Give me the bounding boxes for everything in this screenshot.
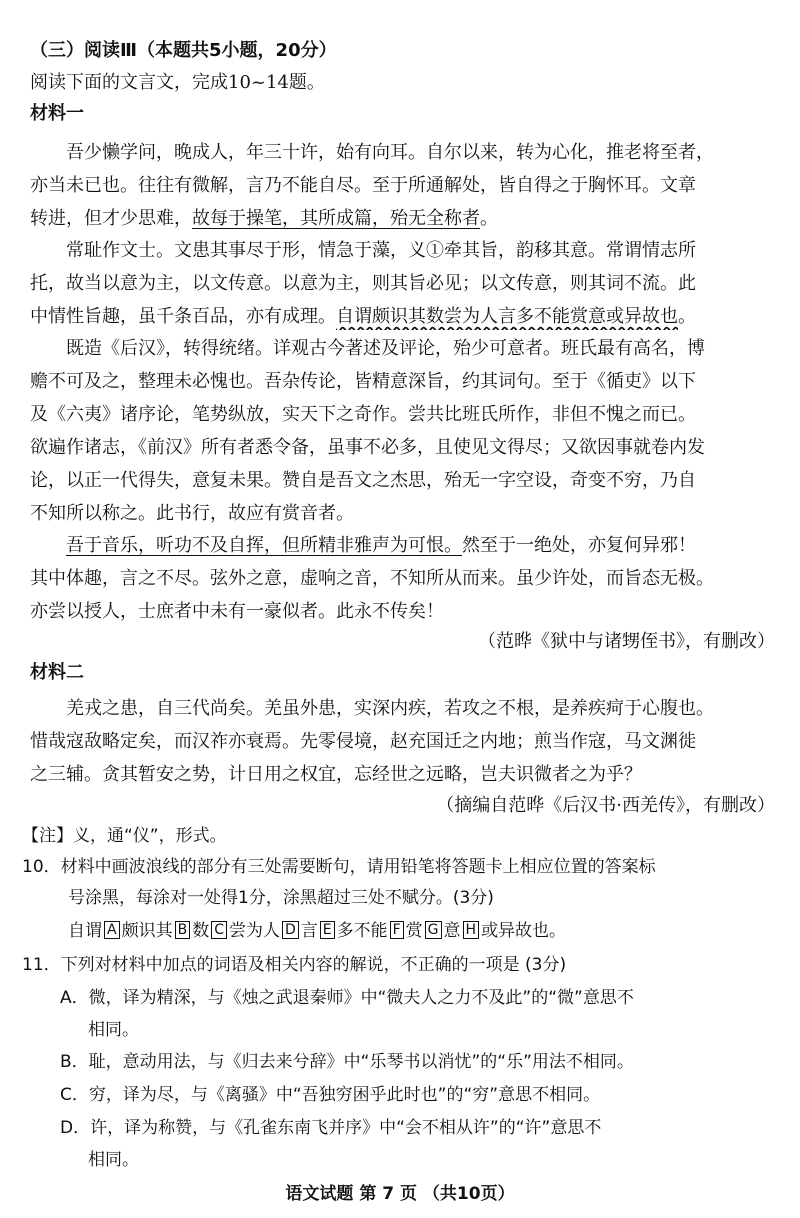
material-two-title: 材料二 (30, 662, 84, 683)
option-box-f[interactable]: F (390, 921, 404, 939)
m1-p1-line3: 转进，但才少思难，故每于操笔，其所成篇，殆无全称者。 (30, 208, 498, 229)
m1-p4-line3: 亦尝以授人，士庶者中未有一豪似者。此永不传矣！ (30, 601, 444, 622)
m1-p3-line3: 及《六夷》诸序论，笔势纵放，实天下之奇作。尝共比班氏所作，非但不愧之而已。 (30, 404, 696, 425)
q11-option-a-line1: A．微，译为精深，与《烛之武退秦师》中“微夫人之力不及此”的“微”意思不 (60, 988, 634, 1008)
material-one-source: （范晔《狱中与诸甥侄书》，有删改） (478, 631, 775, 652)
m1-p1-line1: 吾少懒学问，晚成人，年三十许，始有向耳。自尔以来，转为心化，推老将至者， (66, 142, 714, 163)
material-two-source: （摘编自范晔《后汉书·西羌传》，有删改） (436, 795, 775, 816)
m2-line3: 之三辅。贪其暂安之势，计日用之权宜，忘经世之远略，岂夫识微者之为乎？ (30, 764, 642, 785)
option-box-c[interactable]: C (211, 921, 227, 939)
q11-stem: 11．下列对材料中加点的词语及相关内容的解说，不正确的一项是 (3分) (22, 955, 567, 975)
m1-p2-line2: 托，故当以意为主，以文传意。以意为主，则其旨必见；以文传意，则其词不流。此 (30, 273, 696, 294)
underlined-sentence-1: 故每于操笔，其所成篇，殆无全称者 (192, 208, 480, 229)
m2-line1: 羌戎之患，自三代尚矣。羌虽外患，实深内疾，若攻之不根，是养疾疴于心腹也。 (66, 698, 714, 719)
option-box-h[interactable]: H (463, 921, 480, 939)
q11-option-c: C．穷，译为尽，与《离骚》中“吾独穷困乎此时也”的“穷”意思不相同。 (60, 1085, 601, 1105)
option-box-g[interactable]: G (425, 921, 442, 939)
reading-instruction: 阅读下面的文言文，完成10~14题。 (30, 72, 325, 93)
page-footer: 语文试题 第 7 页 （共10页） (285, 1184, 515, 1204)
option-box-b[interactable]: B (175, 921, 191, 939)
m1-p2-line1: 常耻作文士。文患其事尽于形，情急于藻，义①牵其旨，韵移其意。常谓情志所 (66, 240, 696, 261)
option-box-d[interactable]: D (282, 921, 299, 939)
q11-option-d-line1: D．许，译为称赞，与《孔雀东南飞并序》中“会不相从许”的“许”意思不 (60, 1118, 602, 1138)
q11-option-a-line2: 相同。 (88, 1020, 139, 1040)
m1-p2-line3: 中情性旨趣，虽千条百品，亦有成理。自谓颇识其数尝为人言多不能赏意或异故也。 (30, 306, 696, 327)
underlined-sentence-2: 吾于音乐，听功不及自挥，但所精非雅声为可恨。 (66, 535, 462, 556)
wavy-underlined-passage: 自谓颇识其数尝为人言多不能赏意或异故也 (336, 306, 678, 327)
m1-p3-line4: 欲遍作诸志，《前汉》所有者悉令备，虽事不必多，且使见文得尽；又欲因事就卷内发 (30, 437, 705, 458)
q10-answer-options: 自谓 A 颇识其 B 数 C 尝为人 D 言 E 多不能 F 赏 G 意 H 或异故也。 (68, 921, 567, 941)
m2-line2: 惜哉寇敌略定矣，而汉祚亦衰焉。先零侵境，赵充国迁之内地；煎当作寇，马文渊徙 (30, 731, 696, 752)
material-one-title: 材料一 (30, 103, 84, 124)
m1-p3-line2: 赡不可及之，整理未必愧也。吾杂传论，皆精意深旨，约其词句。至于《循吏》以下 (30, 371, 696, 392)
m1-p3-line5: 论，以正一代得失，意复未果。赞自是吾文之杰思，殆无一字空设，奇变不穷，乃自 (30, 470, 696, 491)
m1-p4-line1: 吾于音乐，听功不及自挥，但所精非雅声为可恨。然至于一绝处，亦复何异邪！ (66, 535, 696, 556)
m1-p3-line1: 既造《后汉》，转得统绪。详观古今著述及评论，殆少可意者。班氏最有高名，博 (66, 338, 705, 359)
m1-p3-line6: 不知所以称之。此书行，故应有赏音者。 (30, 503, 354, 524)
option-box-e[interactable]: E (320, 921, 335, 939)
q11-option-d-line2: 相同。 (88, 1150, 139, 1170)
m1-p1-line2: 亦当未已也。往往有微解，言乃不能自尽。至于所通解处，皆自得之于胸怀耳。文章 (30, 175, 696, 196)
annotation-note: 【注】义，通“仪”，形式。 (22, 826, 227, 846)
q11-option-b: B．耻，意动用法，与《归去来兮辞》中“乐琴书以消忧”的“乐”用法不相同。 (60, 1052, 634, 1072)
section-header: （三）阅读Ⅲ（本题共5小题，20分） (30, 40, 337, 61)
m1-p4-line2: 其中体趣，言之不尽。弦外之意，虚响之音，不知所从而来。虽少许处，而旨态无极。 (30, 568, 714, 589)
q10-line2: 号涂黑，每涂对一处得1分，涂黑超过三处不赋分。(3分) (68, 888, 494, 908)
option-box-a[interactable]: A (104, 921, 120, 939)
q10-line1: 10．材料中画波浪线的部分有三处需要断句，请用铅笔将答题卡上相应位置的答案标 (22, 857, 656, 877)
